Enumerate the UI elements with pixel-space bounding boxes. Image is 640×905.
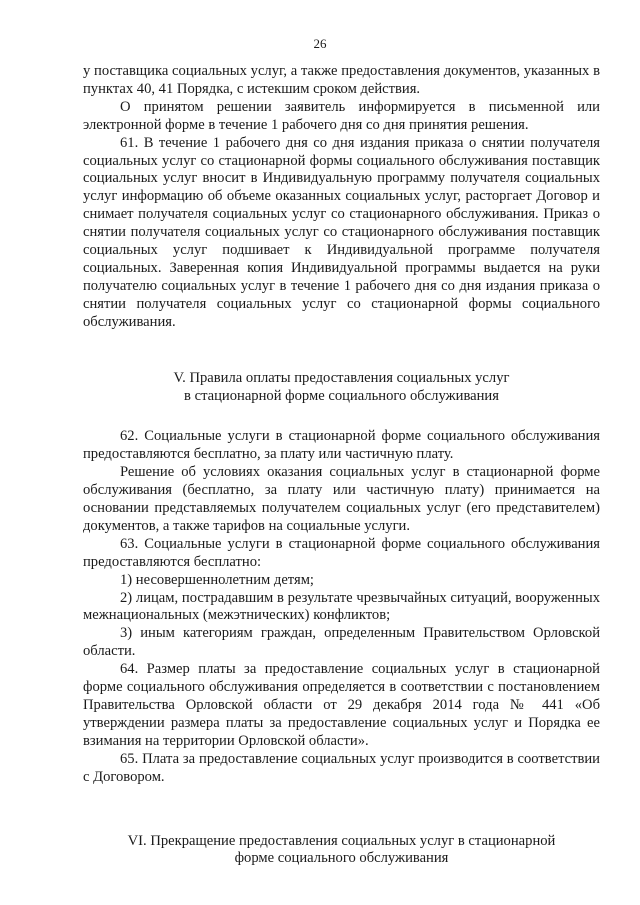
paragraph-64: 64. Размер платы за предоставление социальных услуг в стационарной форме социального обслуживания определяется в соответствии с постановлением Правительства Орловской области от 29 декабря 2014 года № 441 «Об утверждении размера платы за предоставление социальных услуг и Порядка ее взимания на территории Орловской области». — [83, 661, 600, 749]
section-5-heading — [83, 370, 600, 406]
section-6-title-line-2: форме социального обслуживания — [234, 850, 449, 867]
list-item-minors: 1) несовершеннолетним детям; — [120, 571, 314, 588]
paragraph-61: 61. В течение 1 рабочего дня со дня издания приказа о снятии получателя социальных услуг со стационарной формы социального обслуживания поставщик социальных услуг вносит в Индивидуальную программу получателя социальных услуг информацию об объеме оказанных социальных услуг, расторгает Договор и снимает получателя социальных услуг со стационарного обслуживания. Приказ о снятии получателя социальных услуг со стационарного обслуживания поставщик социальных услуг подшивает к Индивидуальной программе получателя социальных. Заверенная копия Индивидуальной программы выдается на руки получателю социальных услуг в течение 1 рабочего дня со дня издания приказа о снятии получателя социальных услуг со стационарной формы социального обслуживания. — [83, 134, 600, 330]
paragraph-decision: Решение об условиях оказания социальных услуг в стационарной форме обслуживания (бесплатно, за плату или частичную плату) принимается на основании представляемых получателем социальных услуг (его представителем) документов, а также тарифов на социальные услуги. — [83, 464, 600, 534]
paragraph-continuation: у поставщика социальных услуг, а также предоставления документов, указанных в пунктах 40, 41 Порядка, с истекшим сроком действия. — [83, 63, 600, 97]
section-5-title-line-2: в стационарной форме социального обслуживания — [184, 387, 499, 404]
list-item-other-categories: 3) иным категориям граждан, определенным Правительством Орловской области. — [83, 625, 600, 660]
section-6-heading — [83, 833, 600, 869]
paragraph-65: 65. Плата за предоставление социальных услуг производится в соответствии с Договором. — [83, 750, 600, 785]
paragraph-62: 62. Социальные услуги в стационарной форме социального обслуживания предоставляются бесплатно, за плату или частичную плату. — [83, 428, 600, 463]
page-number: 26 — [313, 36, 327, 51]
document-body — [83, 63, 600, 868]
list-item-victims: 2) лицам, пострадавшим в результате чрезвычайных ситуаций, вооруженных межнациональных (межэтнических) конфликтов; — [83, 589, 600, 624]
section-6-title-line-1: VI. Прекращение предоставления социальных услуг в стационарной — [127, 832, 556, 849]
paragraph-notification: О принятом решении заявитель информируется в письменной или электронной форме в течение 1 рабочего дня со дня принятия решения. — [83, 98, 600, 133]
paragraph-63: 63. Социальные услуги в стационарной форме социального обслуживания предоставляются бесплатно: — [83, 535, 600, 570]
section-5-title-line-1: V. Правила оплаты предоставления социальных услуг — [173, 369, 510, 386]
